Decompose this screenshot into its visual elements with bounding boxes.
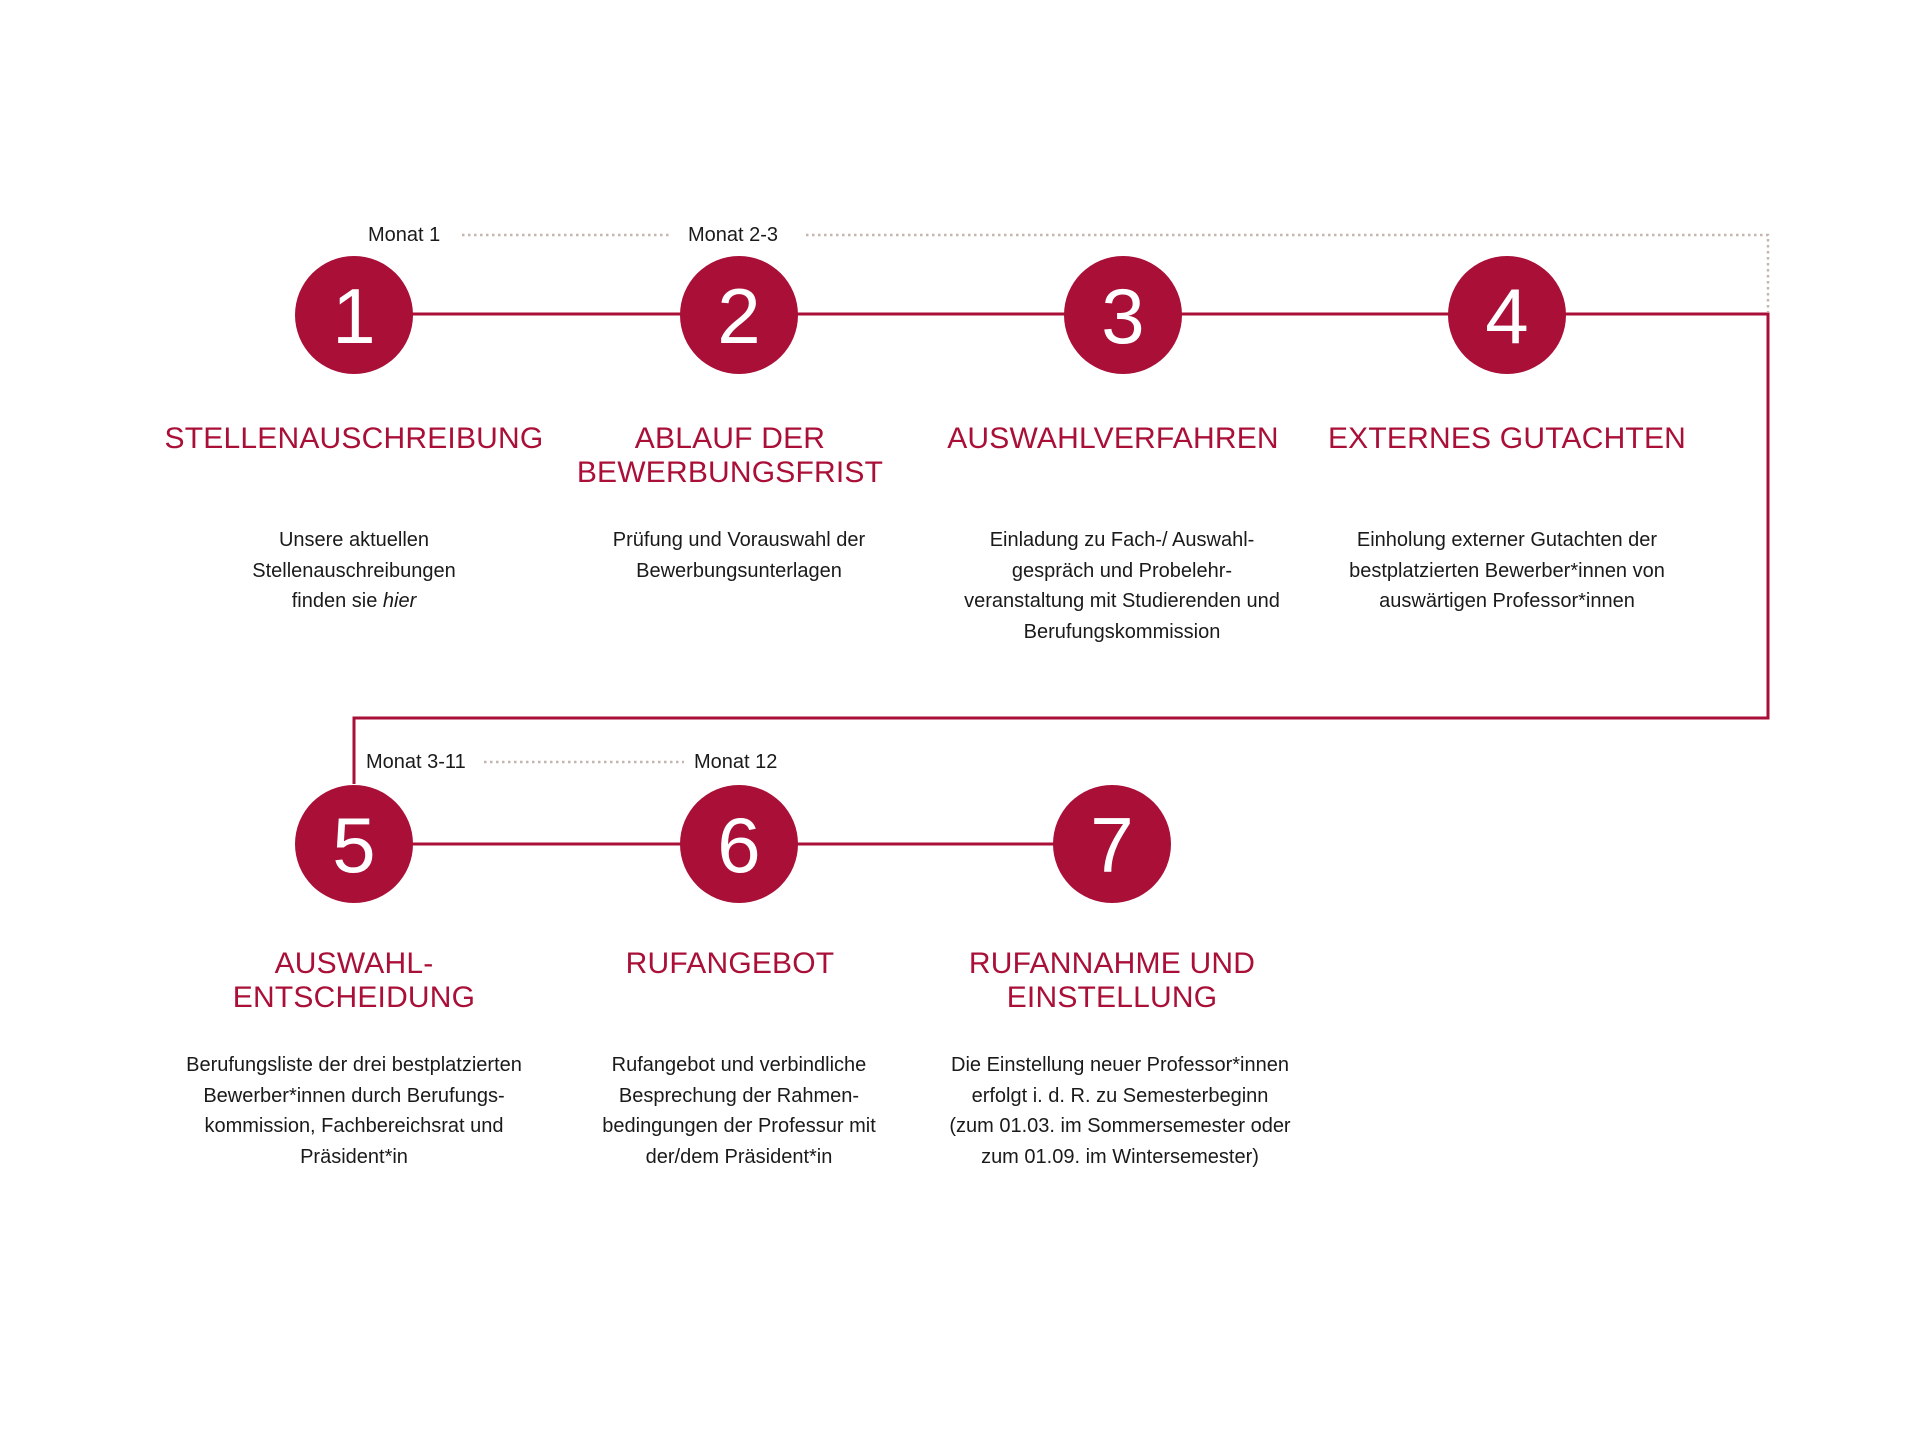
step-title bbox=[530, 422, 930, 490]
job-listings-link[interactable]: hier bbox=[382, 590, 417, 612]
step-title-text: RUFANNAHME UND EINSTELLUNG bbox=[968, 947, 1256, 1014]
month-label: Monat 3-11 bbox=[366, 751, 466, 773]
step-description bbox=[1327, 525, 1687, 617]
step-description bbox=[554, 525, 924, 586]
step-description-text: Berufungsliste der drei bestplatzierten Bewerber*innen durch Berufungs-kommission, Fachbereichsrat und Präsident*in bbox=[186, 1054, 522, 1168]
step-description-text: Prüfung und Vorauswahl der Bewerbungsunterlagen bbox=[612, 529, 866, 582]
step-description-text: Einholung externer Gutachten der bestplatzierten Bewerber*innen von auswärtigen Professor*innen bbox=[1349, 529, 1665, 612]
step-number: 5 bbox=[332, 801, 376, 889]
step-description-text: Die Einstellung neuer Professor*innen erfolgt i. d. R. zu Semesterbeginn (zum 01.03. im Sommersemester oder zum 01.09. im Wintersemester) bbox=[949, 1054, 1291, 1168]
step-title bbox=[912, 947, 1312, 1015]
step-description bbox=[164, 1050, 544, 1172]
step-number: 6 bbox=[717, 801, 761, 889]
step-number: 1 bbox=[332, 272, 376, 360]
step-number-circle bbox=[680, 785, 798, 903]
step-title: RUFANGEBOT bbox=[625, 947, 835, 980]
step-number: 7 bbox=[1090, 801, 1134, 889]
step-number: 3 bbox=[1101, 272, 1145, 360]
step-number-circle bbox=[680, 256, 798, 374]
step-title-text: AUSWAHL-ENTSCHEIDUNG bbox=[232, 947, 476, 1014]
step-number-circle bbox=[295, 785, 413, 903]
step-description bbox=[942, 525, 1302, 647]
step-title-text: ABLAUF DER BEWERBUNGSFRIST bbox=[576, 422, 884, 489]
step-description bbox=[174, 525, 534, 617]
step-title: AUSWAHLVERFAHREN bbox=[947, 422, 1279, 455]
step-description-text: Unsere aktuellen Stellenauschreibungen finden sie bbox=[252, 529, 456, 612]
month-label: Monat 12 bbox=[694, 751, 778, 773]
month-label: Monat 2-3 bbox=[688, 224, 779, 246]
step-number-circle bbox=[1448, 256, 1566, 374]
month-label: Monat 1 bbox=[368, 224, 441, 246]
step-description-text: Einladung zu Fach-/ Auswahl-gespräch und Probelehr-veranstaltung mit Studierenden und Berufungskommission bbox=[964, 529, 1280, 643]
step-number-circle bbox=[1053, 785, 1171, 903]
step-description bbox=[554, 1050, 924, 1172]
step-number: 4 bbox=[1485, 272, 1529, 360]
step-number-circle bbox=[1064, 256, 1182, 374]
step-number: 2 bbox=[717, 272, 761, 360]
step-number-circle bbox=[295, 256, 413, 374]
step-description-text: Rufangebot und verbindliche Besprechung der Rahmen-bedingungen der Professur mit der/dem Präsident*in bbox=[602, 1054, 876, 1168]
month-dotted-line bbox=[806, 235, 1768, 312]
step-title: STELLENAUSCHREIBUNG bbox=[164, 422, 544, 455]
step-title: EXTERNES GUTACHTEN bbox=[1327, 422, 1687, 455]
step-title bbox=[154, 947, 554, 1015]
step-description bbox=[940, 1050, 1300, 1172]
